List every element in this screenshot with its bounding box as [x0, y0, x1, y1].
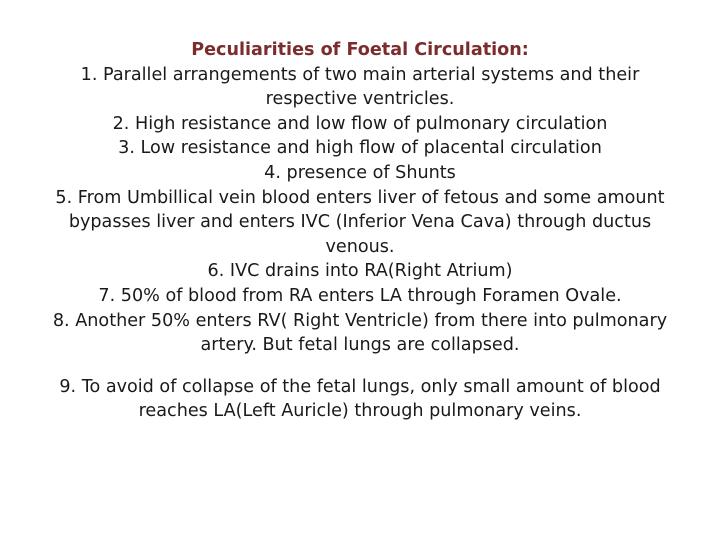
point-5-line-3: venous. — [325, 236, 395, 257]
point-8-line-2: artery. But fetal lungs are collapsed. — [200, 335, 520, 356]
point-2-line-1: 2. High resistance and low flow of pulmonary circulation — [112, 113, 608, 134]
point-5-line-1: 5. From Umbillical vein blood enters liver of fetous and some amount — [55, 187, 665, 208]
point-9 — [4, 375, 716, 424]
slide-content — [4, 38, 716, 424]
point-8-line-1: 8. Another 50% enters RV( Right Ventricle) from there into pulmonary — [52, 310, 668, 331]
point-7-line-1: 7. 50% of blood from RA enters LA through Foramen Ovale. — [98, 285, 622, 306]
point-4 — [4, 161, 716, 186]
point-6-line-1: 6. IVC drains into RA(Right Atrium) — [207, 261, 513, 282]
point-3-line-1: 3. Low resistance and high flow of placental circulation — [118, 138, 602, 159]
point-3 — [4, 136, 716, 161]
point-7 — [4, 284, 716, 309]
slide-title: Peculiarities of Foetal Circulation: — [191, 40, 529, 60]
point-1-line-2: respective ventricles. — [265, 89, 455, 110]
point-1-line-1: 1. Parallel arrangements of two main arterial systems and their — [80, 64, 640, 85]
point-6 — [4, 259, 716, 284]
point-9-line-1: 9. To avoid of collapse of the fetal lungs, only small amount of blood — [59, 376, 661, 397]
point-2 — [4, 112, 716, 137]
point-4-line-1: 4. presence of Shunts — [264, 162, 456, 183]
paragraph-gap — [4, 358, 716, 375]
point-5-line-2: bypasses liver and enters IVC (Inferior Vena Cava) through ductus — [68, 212, 652, 233]
point-8 — [4, 309, 716, 358]
point-1 — [4, 63, 716, 112]
point-9-line-2: reaches LA(Left Auricle) through pulmonary veins. — [138, 401, 582, 422]
point-5 — [4, 186, 716, 260]
